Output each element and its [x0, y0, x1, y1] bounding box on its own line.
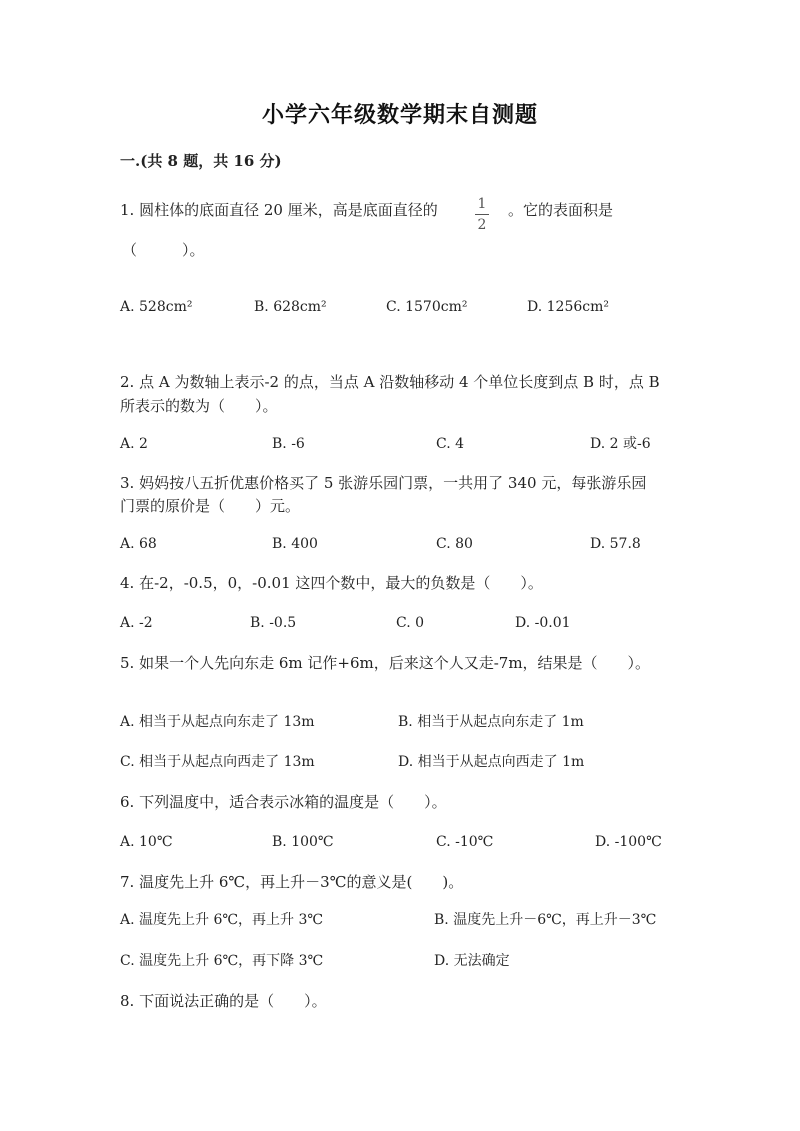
fraction-numerator: 1	[477, 196, 487, 212]
question-3-option-c: C. 80	[436, 536, 473, 552]
question-1-option-a: A. 528cm²	[120, 299, 193, 315]
question-6-option-c: C. -10℃	[436, 834, 494, 850]
question-2-option-a: A. 2	[120, 436, 148, 452]
question-8-text: 8. 下面说法正确的是（ ）。	[120, 992, 327, 1010]
question-7-option-c: C. 温度先上升 6℃，再下降 3℃	[120, 953, 324, 969]
question-2-option-d: D. 2 或-6	[590, 436, 651, 452]
question-6-option-b: B. 100℃	[272, 834, 334, 850]
question-1-option-c: C. 1570cm²	[386, 299, 468, 315]
question-5-option-d: D. 相当于从起点向西走了 1m	[398, 754, 585, 770]
question-5-option-a: A. 相当于从起点向东走了 13m	[120, 714, 315, 730]
question-4-option-c: C. 0	[396, 615, 425, 631]
question-5-option-b: B. 相当于从起点向东走了 1m	[398, 714, 584, 730]
question-4-option-a: A. -2	[120, 615, 153, 631]
question-1-text-part1: 1. 圆柱体的底面直径 20 厘米，高是底面直径的	[120, 201, 438, 219]
question-2-option-c: C. 4	[436, 436, 465, 452]
question-1-fraction	[474, 196, 490, 233]
question-3-option-b: B. 400	[272, 536, 318, 552]
question-1-option-d: D. 1256cm²	[527, 299, 609, 315]
fraction-bar	[475, 214, 489, 215]
question-3-text-line1: 3. 妈妈按八五折优惠价格买了 5 张游乐园门票，一共用了 340 元，每张游乐园	[120, 474, 647, 492]
question-3-text-line2: 门票的原价是（ ）元。	[120, 497, 301, 515]
question-2-option-b: B. -6	[272, 436, 305, 452]
question-5-option-c: C. 相当于从起点向西走了 13m	[120, 754, 315, 770]
question-7-text: 7. 温度先上升 6℃，再上升－3℃的意义是( )。	[120, 873, 464, 891]
question-7-option-b: B. 温度先上升－6℃，再上升－3℃	[434, 912, 657, 928]
question-6-option-a: A. 10℃	[120, 834, 173, 850]
question-7-option-a: A. 温度先上升 6℃，再上升 3℃	[120, 912, 324, 928]
question-2-text-line1: 2. 点 A 为数轴上表示-2 的点，当点 A 沿数轴移动 4 个单位长度到点 B 时，点 B	[120, 373, 660, 391]
question-3-option-d: D. 57.8	[590, 536, 641, 552]
question-2-text-line2: 所表示的数为（ ）。	[120, 397, 278, 415]
question-7-option-d: D. 无法确定	[434, 953, 510, 969]
fraction-denominator: 2	[477, 217, 487, 233]
question-1-text-part2: 。它的表面积是	[508, 201, 614, 219]
question-4-text: 4. 在-2，-0.5，0，-0.01 这四个数中，最大的负数是（ ）。	[120, 574, 543, 592]
question-4-option-d: D. -0.01	[515, 615, 571, 631]
question-6-option-d: D. -100℃	[595, 834, 662, 850]
question-5-text: 5. 如果一个人先向东走 6m 记作+6m，后来这个人又走-7m，结果是（ ）。	[120, 654, 651, 672]
question-3-option-a: A. 68	[120, 536, 157, 552]
page-title: 小学六年级数学期末自测题	[261, 102, 538, 128]
section-heading: 一.(共 8 题，共 16 分)	[120, 152, 282, 170]
question-1-option-b: B. 628cm²	[254, 299, 327, 315]
question-6-text: 6. 下列温度中，适合表示冰箱的温度是（ ）。	[120, 793, 447, 811]
question-1-blank: （ ）。	[122, 241, 205, 259]
question-4-option-b: B. -0.5	[250, 615, 297, 631]
